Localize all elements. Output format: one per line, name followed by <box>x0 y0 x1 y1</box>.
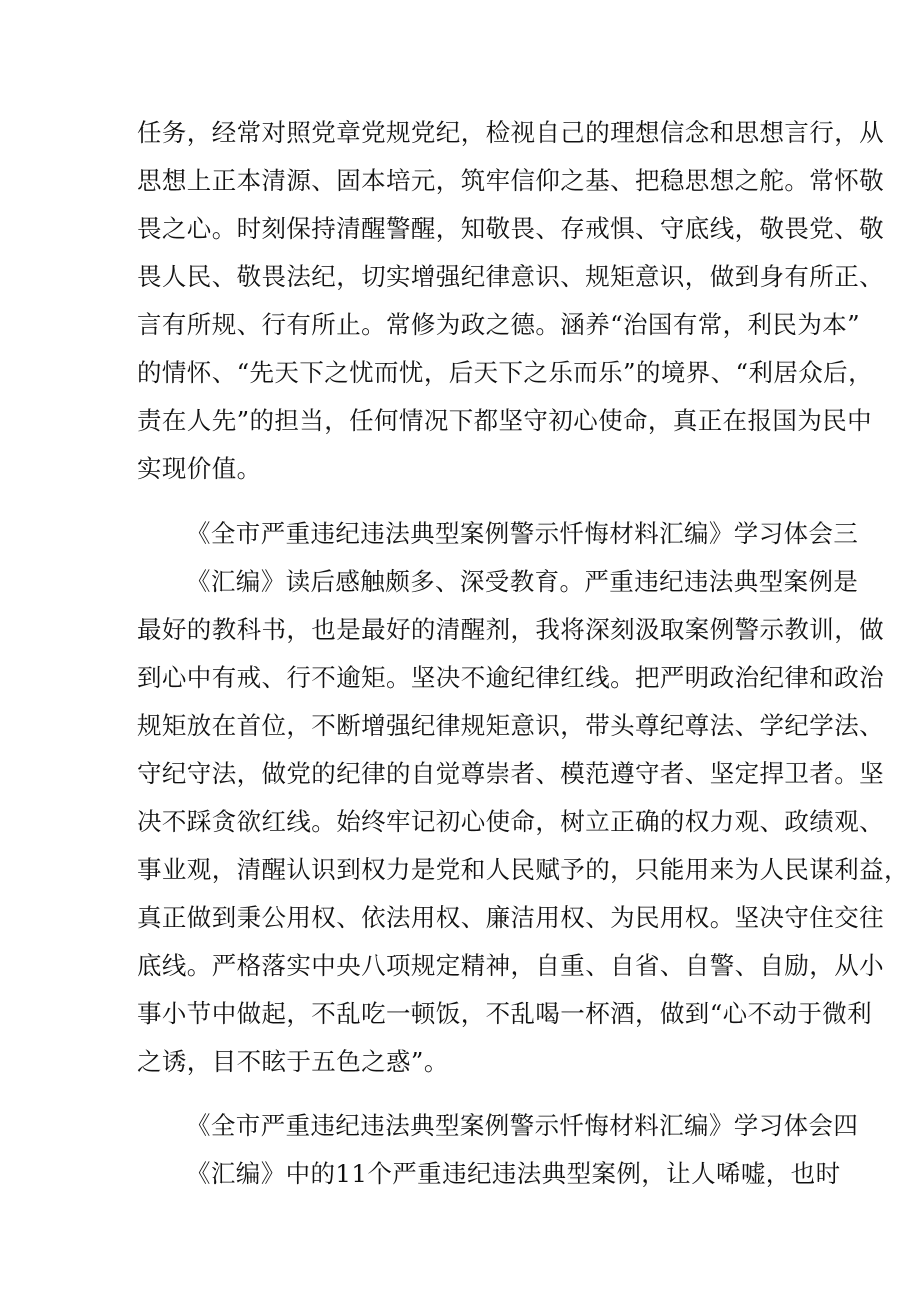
paragraph-line: 底线。严格落实中央八项规定精神，自重、自省、自警、自励，从小 <box>137 951 884 980</box>
paragraph-line: 的情怀、“先天下之忧而忧，后天下之乐而乐”的境界、“利居众后， <box>137 358 873 387</box>
paragraph-line: 任务，经常对照党章党规党纪，检视自己的理想信念和思想言行，从 <box>137 118 884 147</box>
section-heading: 《全市严重违纪违法典型案例警示忏悔材料汇编》学习体会四 <box>186 1111 859 1140</box>
paragraph-line: 之诱，目不眩于五色之惑”。 <box>137 1047 449 1076</box>
paragraph-line: 事业观，清醒认识到权力是党和人民赋予的，只能用来为人民谋利益， <box>137 855 909 884</box>
paragraph-line: 到心中有戒、行不逾矩。坚决不逾纪律红线。把严明政治纪律和政治 <box>137 663 884 692</box>
paragraph-line: 决不踩贪欲红线。始终牢记初心使命，树立正确的权力观、政绩观、 <box>137 807 884 836</box>
paragraph-line: 言有所规、行有所止。常修为政之德。涵养“治国有常，利民为本” <box>137 310 861 339</box>
paragraph-line: 畏之心。时刻保持清醒警醒，知敬畏、存戒惧、守底线，敬畏党、敬 <box>137 214 884 243</box>
paragraph-line: 规矩放在首位，不断增强纪律规矩意识，带头尊纪尊法、学纪学法、 <box>137 711 884 740</box>
section-heading: 《全市严重违纪违法典型案例警示忏悔材料汇编》学习体会三 <box>186 519 859 548</box>
paragraph-line: 事小节中做起，不乱吃一顿饭，不乱喝一杯酒，做到“心不动于微利 <box>137 999 873 1028</box>
paragraph-line: 《汇编》读后感触颇多、深受教育。严重违纪违法典型案例是 <box>186 567 859 596</box>
paragraph-line: 真正做到秉公用权、依法用权、廉洁用权、为民用权。坚决守住交往 <box>137 903 884 932</box>
paragraph-line: 守纪守法，做党的纪律的自觉尊崇者、模范遵守者、坚定捍卫者。坚 <box>137 759 884 788</box>
paragraph-line: 思想上正本清源、固本培元，筑牢信仰之基、把稳思想之舵。常怀敬 <box>137 166 884 195</box>
paragraph-line: 《汇编》中的11个严重违纪违法典型案例，让人唏嘘，也时 <box>186 1159 841 1188</box>
paragraph-line: 畏人民、敬畏法纪，切实增强纪律意识、规矩意识，做到身有所正、 <box>137 262 884 291</box>
paragraph-line: 责在人先”的担当，任何情况下都坚守初心使命，真正在报国为民中 <box>137 406 873 435</box>
paragraph-line: 最好的教科书，也是最好的清醒剂，我将深刻汲取案例警示教训，做 <box>137 615 884 644</box>
paragraph-line: 实现价值。 <box>137 454 262 483</box>
